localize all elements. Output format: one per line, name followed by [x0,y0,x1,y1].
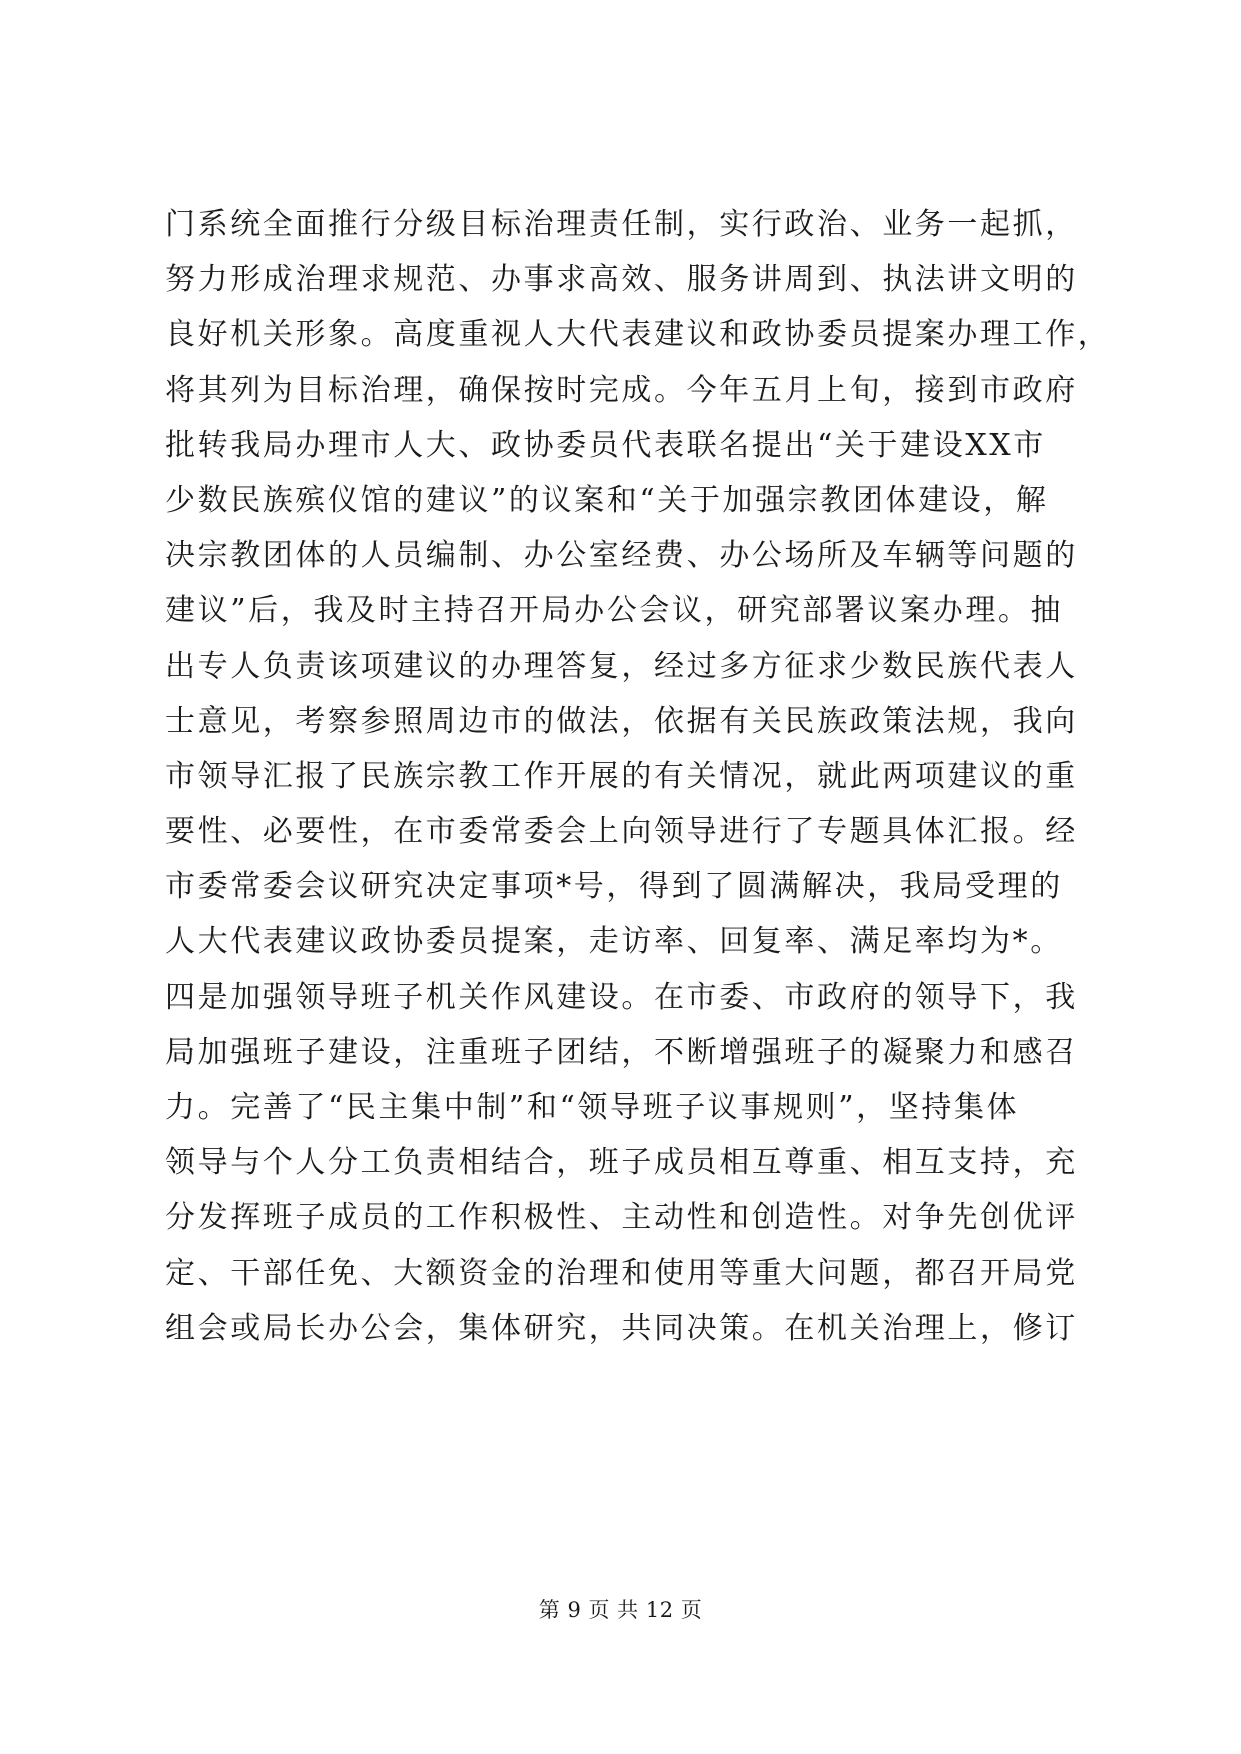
text-line: 组会或局长办公会，集体研究，共同决策。在机关治理上，修订 [165,1310,1078,1346]
text-line: 士意见，考察参照周边市的做法，依据有关民族政策法规，我向 [165,703,1078,739]
text-line: 决宗教团体的人员编制、办公室经费、办公场所及车辆等问题的 [165,538,1078,574]
text-line: 领导与个人分工负责相结合，班子成员相互尊重、相互支持，充 [165,1145,1078,1181]
body-text [165,197,1111,1356]
text-line: 市领导汇报了民族宗教工作开展的有关情况，就此两项建议的重 [165,758,1078,794]
page-number-footer: 第 9 页 共 12 页 [538,1598,703,1622]
text-line: 人大代表建议政协委员提案，走访率、回复率、满足率均为*。 [165,924,1063,960]
text-line: 努力形成治理求规范、办事求高效、服务讲周到、执法讲文明的 [165,262,1078,298]
text-line: 定、干部任免、大额资金的治理和使用等重大问题，都召开局党 [165,1255,1078,1291]
text-line: 四是加强领导班子机关作风建设。在市委、市政府的领导下，我 [165,979,1078,1015]
text-line: 分发挥班子成员的工作积极性、主动性和创造性。对争先创优评 [165,1200,1078,1236]
text-line: 力。完善了“民主集中制”和“领导班子议事规则”，坚持集体 [165,1090,1020,1125]
text-line: 将其列为目标治理，确保按时完成。今年五月上旬，接到市政府 [165,372,1078,408]
text-line: 建议”后，我及时主持召开局办公会议，研究部署议案办理。抽 [165,593,1064,629]
text-line: 批转我局办理市人大、政协委员代表联名提出“关于建设XX市 [165,427,1046,463]
text-line: 市委常委会议研究决定事项*号，得到了圆满解决，我局受理的 [165,869,1063,905]
text-line: 局加强班子建设，注重班子团结，不断增强班子的凝聚力和感召 [165,1034,1078,1070]
text-line: 出专人负责该项建议的办理答复，经过多方征求少数民族代表人 [165,648,1078,684]
text-line: 少数民族殡仪馆的建议”的议案和“关于加强宗教团体建设，解 [165,482,1049,518]
text-line: 良好机关形象。高度重视人大代表建议和政协委员提案办理工作， [165,317,1111,353]
text-line: 门系统全面推行分级目标治理责任制，实行政治、业务一起抓， [165,207,1078,242]
text-line: 要性、必要性，在市委常委会上向领导进行了专题具体汇报。经 [165,814,1078,850]
